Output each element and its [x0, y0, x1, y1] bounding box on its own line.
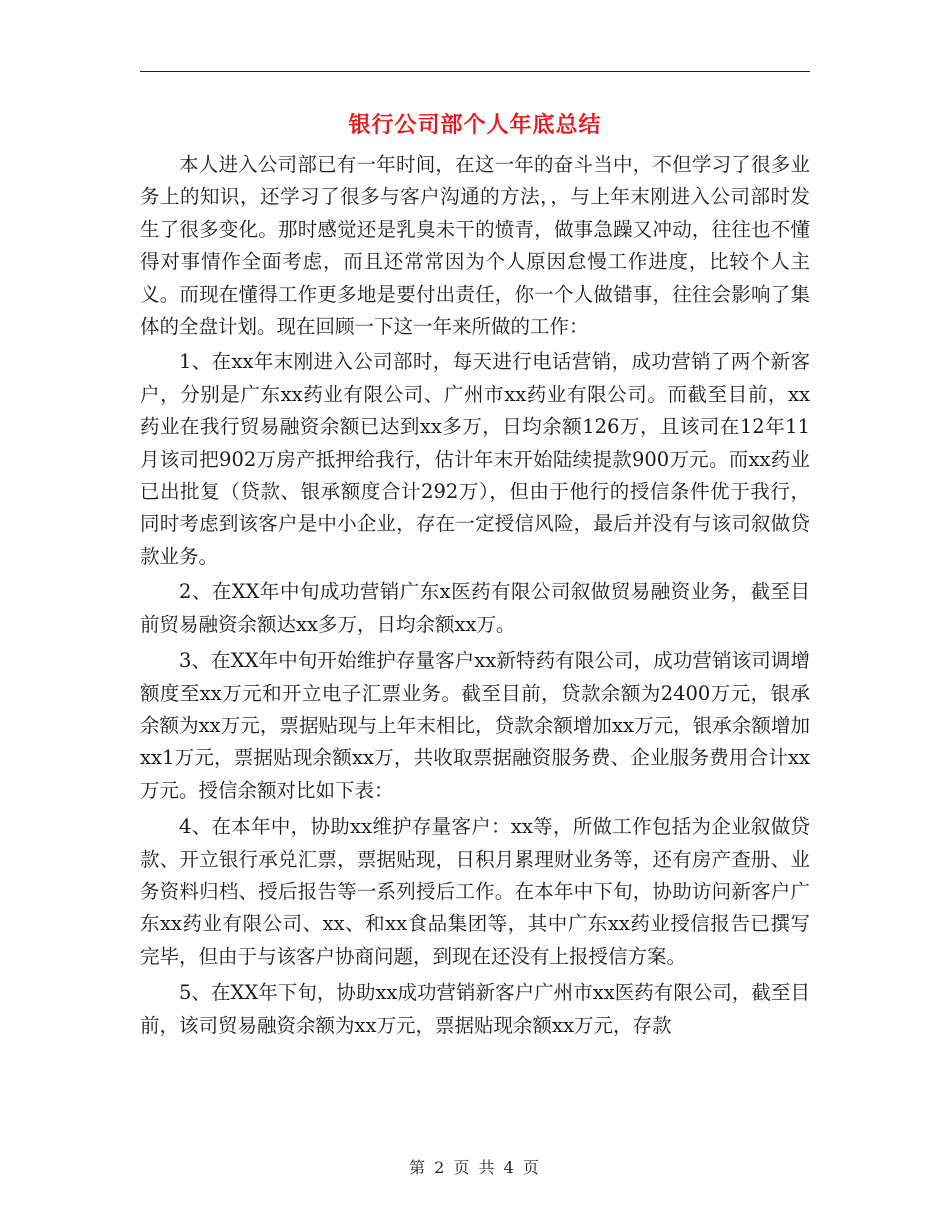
- item-4-paragraph: 4、在本年中，协助xx维护存量客户：xx等，所做工作包括为企业叙做贷款、开立银行承兑汇票，票据贴现，日积月累理财业务等，还有房产查册、业务资料归档、授后报告等一系列授后工作。在本年中下旬，协助访问新客户广东xx药业有限公司、xx、和xx食品集团等，其中广东xx药业授信报告已撰写完毕，但由于与该客户协商问题，到现在还没有上报授信方案。: [140, 815, 810, 968]
- document-body: [140, 149, 810, 1042]
- page-number: 第 2 页 共 4 页: [409, 1158, 541, 1177]
- item-5-paragraph: 5、在XX年下旬，协助xx成功营销新客户广州市xx医药有限公司，截至目前，该司贸易融资余额为xx万元，票据贴现余额xx万元，存款: [140, 981, 810, 1037]
- item-2-paragraph: 2、在XX年中旬成功营销广东x医药有限公司叙做贸易融资业务，截至目前贸易融资余额达xx多万，日均余额xx万。: [140, 580, 810, 636]
- header-rule: [140, 71, 810, 72]
- document-title: 银行公司部个人年底总结: [348, 112, 602, 138]
- item-3-paragraph: 3、在XX年中旬开始维护存量客户xx新特药有限公司，成功营销该司调增额度至xx万元和开立电子汇票业务。截至目前，贷款余额为2400万元，银承余额为xx万元，票据贴现与上年末相比，贷款余额增加xx万元，银承余额增加xx1万元，票据贴现余额xx万，共收取票据融资服务费、企业服务费用合计xx万元。授信余额对比如下表：: [140, 649, 810, 802]
- item-1-paragraph: 1、在xx年末刚进入公司部时，每天进行电话营销，成功营销了两个新客户，分别是广东xx药业有限公司、广州市xx药业有限公司。而截至目前，xx药业在我行贸易融资余额已达到xx多万，日均余额126万，且该司在12年11月该司把902万房产抵押给我行，估计年末开始陆续提款900万元。而xx药业已出批复（贷款、银承额度合计292万），但由于他行的授信条件优于我行，同时考虑到该客户是中小企业，存在一定授信风险，最后并没有与该司叙做贷款业务。: [140, 350, 810, 568]
- intro-paragraph: 本人进入公司部已有一年时间，在这一年的奋斗当中，不但学习了很多业务上的知识，还学习了很多与客户沟通的方法，，与上年末刚进入公司部时发生了很多变化。那时感觉还是乳臭未干的愤青，做事急躁又冲动，往往也不懂得对事情作全面考虑，而且还常常因为个人原因怠慢工作进度，比较个人主义。而现在懂得工作更多地是要付出责任，你一个人做错事，往往会影响了集体的全盘计划。现在回顾一下这一年来所做的工作：: [140, 153, 810, 339]
